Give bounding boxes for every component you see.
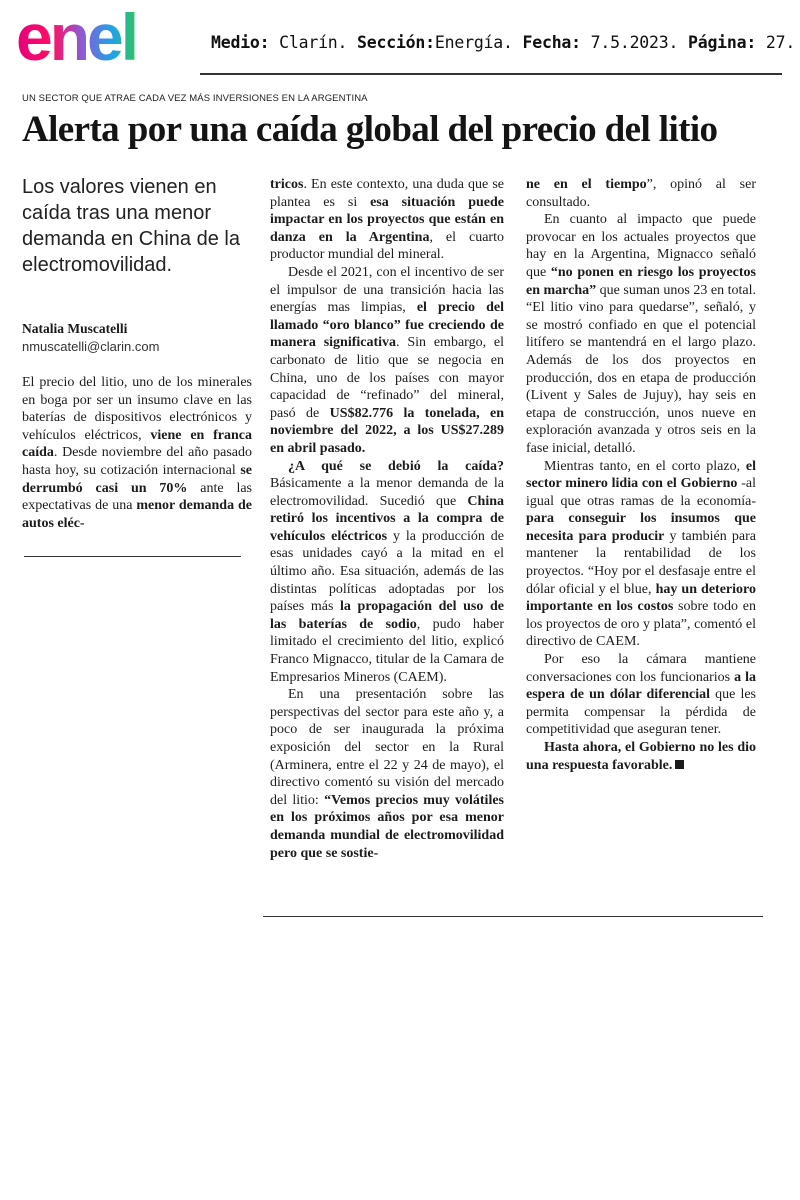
pagina-label: Página: <box>687 33 757 52</box>
clipping-header <box>0 0 800 78</box>
column-2 <box>270 176 504 862</box>
clipping-meta <box>211 33 795 52</box>
paragraph: ¿A qué se debió la caída? Básicamente a la menor demanda de la electromovilidad. Sucedió que China retiró los incentivos a la compra de vehículos eléctricos y la producción de esas unidades cayó a la mitad en el último año. Esa situación, además de las distintas políticas adoptadas por los países más la propagación del uso de las baterías de sodio, pudo haber limitado el crecimiento del litio, explicó Franco Mignacco, titular de la Camara de Empresarios Mineros (CAEM). <box>270 458 505 685</box>
enel-logo <box>14 6 182 73</box>
paragraph: Hasta ahora, el Gobierno no les dio una respuesta favorable. <box>526 740 756 773</box>
paragraph: tricos. En este contexto, una duda que se plantea es si esa situación puede impactar en los proyectos que están en danza en la Argentina, el cuarto productor mundial del mineral. <box>270 177 504 263</box>
article-bottom-rule <box>263 916 763 917</box>
end-of-article-mark <box>675 760 684 769</box>
paragraph: En cuanto al impacto que puede provocar en los actuales proyectos que hay en la Argentina, Mignacco señaló que “no ponen en riesgo los proyectos en marcha” que suman unos 23 en total. “El litio vino para quedarse”, señaló, y se mostró confiado en que el potencial litífero se mantendrá en el largo plazo. Además de los dos proyectos en producción, dos en etapa de producción (Livent y Sales de Jujuy), hay seis en etapa de construcción, unos nueve en exploración avanzada y otros seis en la fase inicial, detalló. <box>526 212 757 456</box>
paragraph: Por eso la cámara mantiene conversaciones con los funcionarios a la espera de un dólar diferencial que les permita compensar la pérdida de competitividad que aseguran tener. <box>526 652 757 738</box>
header-divider <box>200 73 782 75</box>
column-1 <box>22 374 252 532</box>
paragraph: Mientras tanto, en el corto plazo, el sector minero lidia con el Gobierno -al igual que otras ramas de la economía- para conseguir los insumos que necesita para producir y también para mantener la rentabilidad de los proyectos. “Hoy por el desfasaje entre el dólar oficial y el blue, hay un deterioro importante en los costos sobre todo en los proyectos de oro y plata”, comentó el directivo de CAEM. <box>526 458 756 650</box>
fecha-value: 7.5.2023. <box>590 33 679 52</box>
paragraph: ne en el tiempo”, opinó al ser consultado. <box>526 177 756 210</box>
logo-wordmark: enel <box>16 6 137 68</box>
seccion-value: Energía. <box>434 33 513 52</box>
fecha-label: Fecha: <box>522 33 581 52</box>
article-headline: Alerta por una caída global del precio del litio <box>22 109 718 150</box>
column-divider <box>24 556 241 557</box>
seccion-label: Sección: <box>357 33 435 52</box>
article-deck: Los valores vienen en caída tras una menor demanda en China de la electromovilidad. <box>22 176 240 276</box>
author-name: Natalia Muscatelli <box>22 321 128 336</box>
article-byline <box>22 320 252 356</box>
medio-value: Clarín. <box>279 33 348 52</box>
article-kicker: UN SECTOR QUE ATRAE CADA VEZ MÁS INVERSIONES EN LA ARGENTINA <box>22 93 368 104</box>
paragraph: Desde el 2021, con el incentivo de ser el impulsor de una transición hacia las energías mas limpias, el precio del llamado “oro blanco” fue creciendo de manera significativa. Sin embargo, el carbonato de litio que se negocia en China, uno de los países con mayor capacidad de “refinado” del mineral, pasó de US$82.776 la tonelada, en noviembre del 2022, a los US$27.289 en abril pasado. <box>270 264 504 456</box>
author-email: nmuscatelli@clarin.com <box>22 339 160 354</box>
pagina-value: 27. <box>765 33 796 52</box>
paragraph: En una presentación sobre las perspectivas del sector para este año y, a poco de ser inaugurada la próxima exposición del sector en la Rural (Arminera, entre el 22 y 24 de mayo), el directivo comentó su visión del mercado del litio: “Vemos precios muy volátiles en los próximos años por esa menor demanda mundial de electromovilidad pero que se sostie- <box>270 687 504 861</box>
column-3 <box>526 176 756 774</box>
medio-label: Medio: <box>211 33 270 52</box>
paragraph: El precio del litio, uno de los minerales en boga por ser un insumo clave en las baterías de dispositivos electrónicos y vehículos eléctricos, viene en franca caída. Desde noviembre del año pasado hasta hoy, su cotización internacional se derrumbó casi un 70% ante las expectativas de una menor demanda de autos eléc- <box>22 375 252 531</box>
